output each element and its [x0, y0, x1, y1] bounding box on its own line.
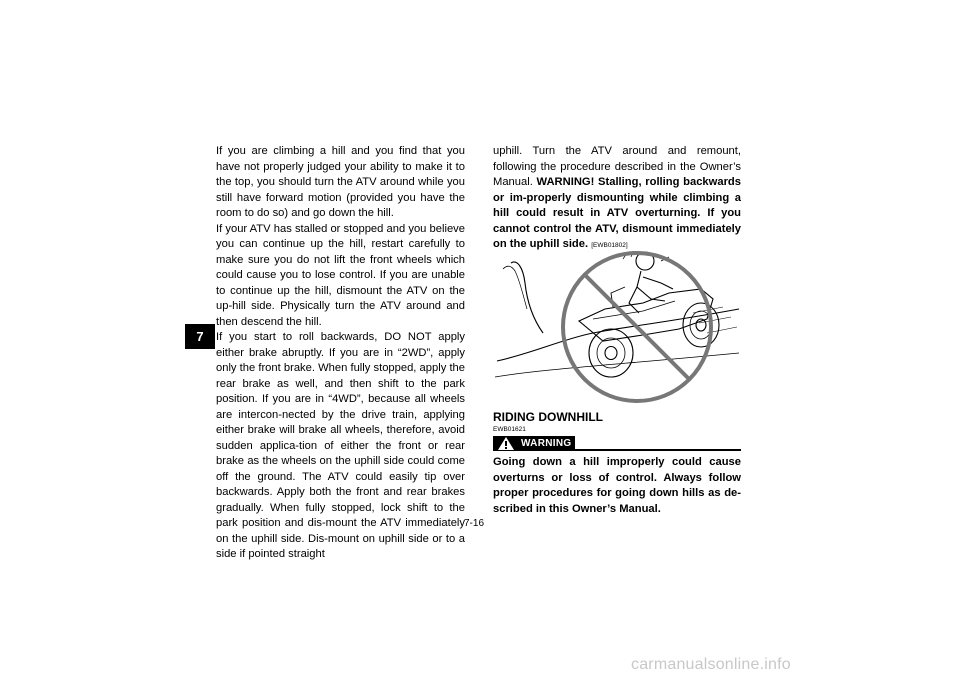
continuation-sentence: uphill. Turn the ATV around and remount, following the procedure described in the Owner’s Manual.	[493, 145, 741, 188]
warning-badge	[493, 436, 575, 451]
paragraph-stalled: If your ATV has stalled or stopped and you believe you can continue up the hill, restart carefully to make sure you do not lift the front wheels which could cause you to lose control. If you are unable to continue up the hill, dismount the ATV on the up-hill side. Physically turn the ATV around and then descend the hill.	[216, 222, 465, 328]
warning-header	[493, 436, 741, 452]
paragraph-roll-backwards: If you start to roll backwards, DO NOT apply either brake abruptly. If you are in “2WD”, apply only the front brake. When fully stopped, apply the rear brake as well, and then shift to the park position. If you are in “4WD”, because all wheels are intercon-nected by the drive train, applying either brake will brake all wheels, therefore, avoid sudden applica-tion of either the front or rear brake as the wheels on the uphill side could come off the ground. The ATV could easily tip over backwards. Apply both the front and rear brakes gradually. When fully stopped, lock shift to the park position and dis-mount the ATV immediately on the uphill side. Dis-mount on uphill side or to a side if pointed straight	[216, 331, 465, 560]
atv-rolling-backwards-illustration	[493, 249, 741, 405]
warning-text: Going down a hill improperly could cause overturns or loss of control. Always follow proper procedures for going down hills as de-scribed in this Owner’s Manual.	[493, 456, 741, 515]
page-number: 7-16	[464, 518, 485, 529]
inline-warning: WARNING! Stalling, rolling backwards or im-properly dismounting while climbing a hill could result in ATV overturning. If you cannot control the ATV, dismount immediately on the uphill side.	[493, 176, 741, 250]
left-column	[216, 144, 465, 563]
watermark: carmanualsonline.info	[631, 656, 791, 673]
warning-label: WARNING	[521, 438, 572, 449]
section-code: EWB01621	[493, 426, 526, 433]
right-column	[493, 144, 741, 254]
section-title: RIDING DOWNHILL	[493, 410, 603, 424]
warning-rule	[575, 449, 741, 451]
paragraph-turn-around: If you are climbing a hill and you find that you have not properly judged your ability to make it to the top, you should turn the ATV around while you still have forward motion (provided you have the room to do so) and go down the hill.	[216, 145, 465, 219]
chapter-tab: 7	[185, 324, 215, 349]
warning-triangle-icon	[497, 436, 515, 451]
continuation-text	[493, 144, 741, 254]
warning-code: [EWB01802]	[591, 242, 628, 249]
